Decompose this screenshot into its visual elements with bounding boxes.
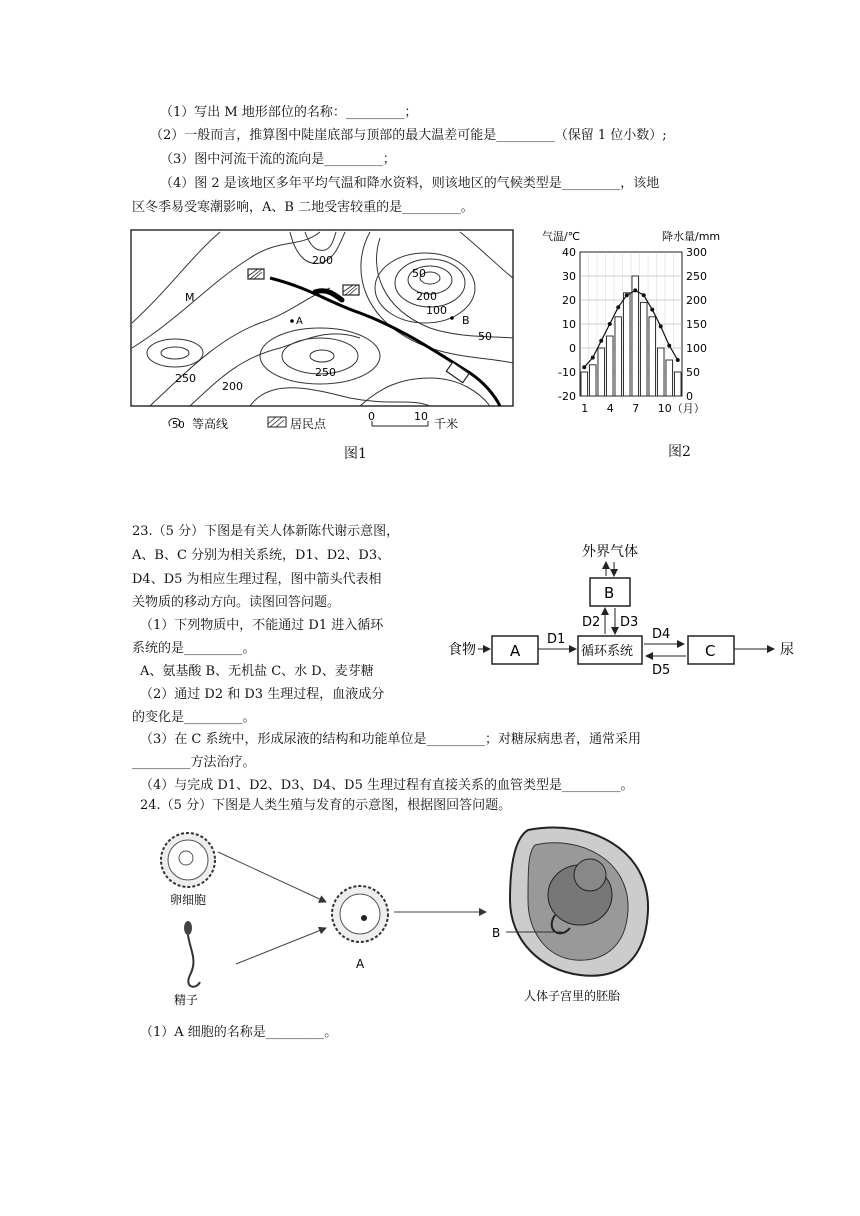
q22-line-5: 区冬季易受寒潮影响，A、B 二地受害较重的是_________。	[132, 200, 474, 215]
precip-bar	[590, 365, 597, 396]
figure1-caption: 图1	[344, 446, 367, 462]
precip-bar	[598, 348, 605, 396]
temp-point	[650, 308, 654, 312]
egg-cell-icon	[161, 833, 215, 887]
legend-contour-sample: 50	[172, 420, 185, 431]
y-left-tick: -20	[558, 390, 576, 403]
d5-label: D5	[652, 663, 671, 678]
q22-line-2: （2）一般而言，推算图中陡崖底部与顶部的最大温差可能是_________（保留 1 位小数）;	[150, 128, 667, 143]
legend-scale-10: 10	[414, 410, 428, 423]
y-left-tick: 30	[562, 270, 576, 283]
box-b-label: B	[604, 584, 615, 602]
label-b: B	[492, 926, 501, 940]
box-a-label: A	[510, 642, 521, 660]
x-tick: 1	[581, 402, 589, 415]
egg-label: 卵细胞	[170, 893, 207, 907]
contour-label-200a: 200	[312, 254, 333, 267]
contour-label-50a: 50	[412, 267, 426, 280]
uterus-embryo-icon	[510, 828, 648, 976]
climate-chart	[540, 228, 740, 418]
temp-point	[676, 358, 680, 362]
q24-sub1: （1）A 细胞的名称是_________。	[140, 1025, 338, 1040]
y-right-tick: 0	[686, 390, 693, 403]
d2-label: D2	[582, 615, 601, 630]
precip-bar	[581, 372, 588, 396]
sperm-label: 精子	[174, 993, 199, 1007]
contour-label-200c: 200	[222, 380, 243, 393]
y-right-tick: 250	[686, 270, 707, 283]
box-c-label: C	[705, 642, 716, 660]
y-left-tick: 40	[562, 246, 576, 259]
x-tick: 4	[606, 402, 614, 415]
q23-line-2: A、B、C 分别为相关系统，D1、D2、D3、	[132, 548, 391, 563]
y-right-tick: 50	[686, 366, 700, 379]
q22-line-4: （4）图 2 是该地区多年平均气温和降水资料，则该地区的气候类型是_________，该地	[160, 176, 660, 191]
sperm-icon	[184, 921, 200, 987]
food-label: 食物	[448, 642, 476, 658]
y-left-tick: 20	[562, 294, 576, 307]
temp-point	[599, 339, 603, 343]
temp-point	[616, 305, 620, 309]
outside-air-label: 外界气体	[582, 544, 638, 560]
q23-line-1: 23.（5 分）下图是有关人体新陈代谢示意图，	[132, 524, 400, 539]
y-left-tick: 0	[569, 342, 576, 355]
contour-label-50b: 50	[478, 330, 492, 343]
contour-label-100: 100	[426, 304, 447, 317]
precip-bar	[658, 348, 665, 396]
d1-label: D1	[547, 632, 566, 647]
precip-bar	[649, 317, 656, 396]
d4-label: D4	[652, 627, 671, 642]
circulation-label: 循环系统	[581, 644, 634, 659]
precip-bar	[632, 276, 639, 396]
q23-line-10: （3）在 C 系统中，形成尿液的结构和功能单位是_________；对糖尿病患者，通常采用	[140, 732, 641, 747]
q23-line-4: 关物质的移动方向。读图回答问题。	[132, 595, 341, 610]
y-left-title: 气温/℃	[542, 230, 581, 243]
legend-contour-label: 等高线	[192, 417, 229, 431]
y-right-tick: 300	[686, 246, 707, 259]
metabolism-diagram	[430, 536, 810, 686]
q23-line-7: A、氨基酸 B、无机盐 C、水 D、麦芽糖	[140, 664, 374, 679]
point-label-m: M	[185, 291, 195, 304]
embryo-label: 人体子宫里的胚胎	[524, 989, 621, 1003]
contour-label-250a: 250	[175, 372, 196, 385]
y-left-tick: 10	[562, 318, 576, 331]
temp-point	[591, 356, 595, 360]
temp-point	[608, 322, 612, 326]
legend-settlement-label: 居民点	[290, 417, 327, 431]
y-right-tick: 200	[686, 294, 707, 307]
q23-line-8: （2）通过 D2 和 D3 生理过程，血液成分	[140, 687, 385, 702]
precip-bar	[615, 317, 622, 396]
label-a: A	[356, 957, 365, 971]
d3-label: D3	[620, 615, 639, 630]
q23-line-9: 的变化是_________。	[132, 710, 256, 725]
fertilized-egg-icon	[332, 886, 388, 942]
contour-label-200b: 200	[416, 290, 437, 303]
legend-scale-unit: 千米	[434, 417, 459, 431]
y-left-tick: -10	[558, 366, 576, 379]
y-right-tick: 150	[686, 318, 707, 331]
temp-point	[642, 293, 646, 297]
q22-line-1: （1）写出 M 地形部位的名称：_________；	[160, 105, 418, 120]
point-label-b: B	[462, 314, 470, 327]
temp-point	[582, 365, 586, 369]
q24-title: 24.（5 分）下图是人类生殖与发育的示意图，根据图回答问题。	[140, 798, 512, 813]
q23-line-12: （4）与完成 D1、D2、D3、D4、D5 生理过程有直接关系的血管类型是_________。	[140, 778, 634, 793]
y-right-title: 降水量/mm	[662, 230, 721, 243]
precip-bar	[666, 360, 673, 396]
x-tick: 7	[632, 402, 640, 415]
temp-point	[667, 344, 671, 348]
precip-bar	[641, 302, 648, 396]
x-tick: 10（月）	[657, 402, 705, 415]
contour-map	[130, 228, 515, 468]
urine-label: 尿	[780, 642, 794, 658]
reproduction-diagram	[150, 820, 720, 1020]
temp-point	[625, 293, 629, 297]
figure2-caption: 图2	[668, 444, 691, 460]
legend-scale-0: 0	[368, 410, 375, 423]
precip-bar	[607, 336, 614, 396]
precip-bar	[675, 372, 682, 396]
temp-point	[633, 288, 637, 292]
point-label-a: A	[296, 316, 303, 327]
q23-line-11: _________方法治疗。	[132, 755, 256, 770]
precip-bar	[624, 293, 631, 396]
temp-point	[659, 324, 663, 328]
q23-line-6: 系统的是_________。	[132, 641, 256, 656]
contour-label-250b: 250	[315, 366, 336, 379]
q22-line-3: （3）图中河流干流的流向是_________；	[160, 152, 396, 167]
q23-line-5: （1）下列物质中，不能通过 D1 进入循环	[140, 618, 384, 633]
y-right-tick: 100	[686, 342, 707, 355]
q23-line-3: D4、D5 为相应生理过程，图中箭头代表相	[132, 572, 382, 587]
